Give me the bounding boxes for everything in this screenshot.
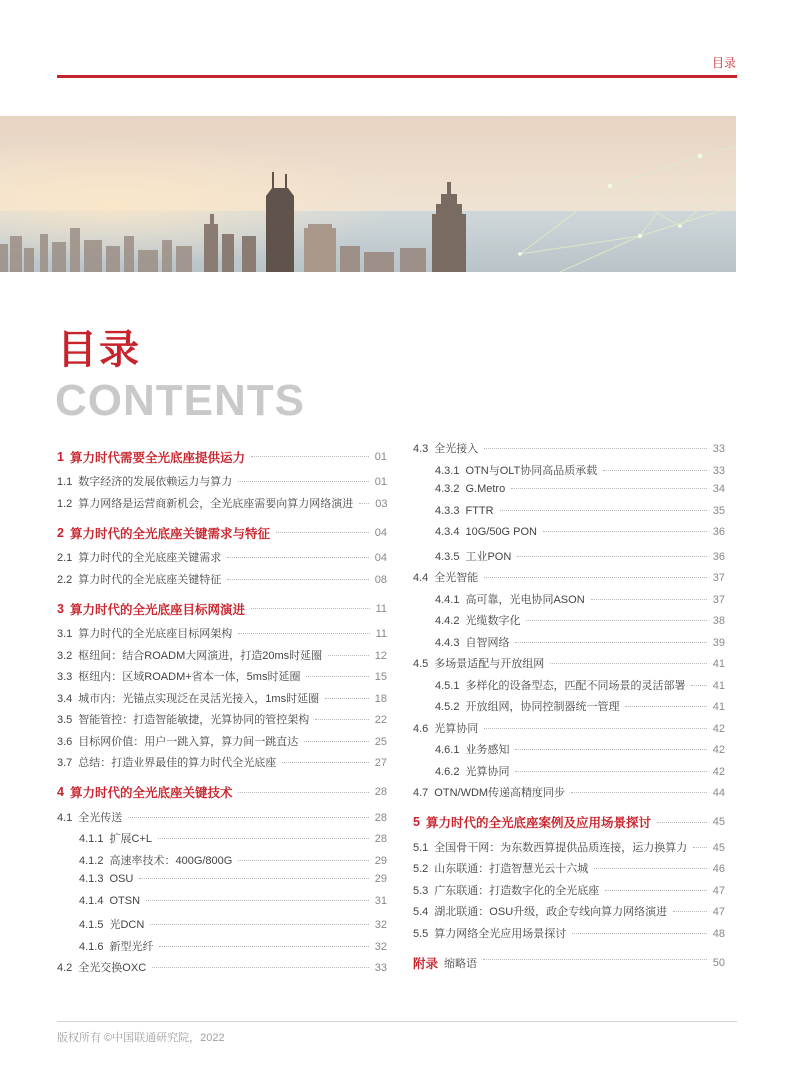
toc-entry[interactable] [413, 925, 725, 947]
toc-dot-leader [251, 456, 369, 457]
toc-entry-page: 33 [374, 962, 387, 974]
toc-dot-leader [605, 890, 706, 891]
toc-entry[interactable] [413, 569, 725, 591]
toc-entry[interactable] [57, 440, 387, 473]
toc-dot-leader [515, 771, 706, 772]
toc-entry-page: 39 [712, 636, 725, 649]
toc-dot-leader [139, 878, 368, 879]
toc-entry-number: 3.4 [57, 692, 73, 705]
toc-entry[interactable] [57, 625, 387, 647]
toc-dot-leader [227, 557, 368, 558]
toc-entry-title: 光DCN [109, 919, 145, 931]
toc-entry-title: 广东联通：打造数字化的全光底座 [434, 884, 600, 897]
toc-entry-page: 04 [374, 526, 387, 539]
toc-entry[interactable] [57, 754, 387, 776]
toc-entry-title: 算力时代的全光底座关键需求 [78, 552, 222, 564]
toc-entry[interactable] [413, 483, 725, 505]
toc-entry-page: 50 [712, 956, 725, 969]
toc-entry-number: 4.2 [57, 962, 73, 974]
toc-entry-title: 算力时代的全光底座目标网架构 [78, 628, 233, 640]
toc-entry-title: 全光接入 [434, 443, 479, 455]
toc-entry-page: 41 [712, 658, 725, 670]
toc-entry-number: 1.1 [57, 476, 73, 488]
toc-dot-leader [515, 642, 706, 643]
footer-divider [57, 1021, 737, 1022]
toc-entry-page: 42 [712, 765, 725, 778]
toc-entry-page: 45 [712, 816, 725, 828]
toc-dot-leader [315, 719, 368, 720]
toc-entry-number: 4.3.4 [435, 526, 460, 538]
toc-entry[interactable] [413, 806, 725, 839]
toc-dot-leader [550, 663, 706, 664]
toc-entry[interactable] [413, 655, 725, 677]
toc-entry-title: 高速率技术：400G/800G [109, 854, 233, 867]
toc-entry-title: 算力网络全光应用场景探讨 [434, 927, 567, 940]
toc-entry[interactable] [57, 873, 387, 895]
toc-dot-leader [159, 946, 368, 947]
toc-entry-page: 28 [374, 833, 387, 845]
toc-entry-number: 4.3.5 [435, 550, 460, 563]
toc-entry[interactable] [57, 852, 387, 874]
toc-entry[interactable] [57, 549, 387, 571]
toc-entry-number: 3.6 [57, 735, 73, 748]
toc-entry-title: 10G/50G PON [465, 526, 538, 538]
toc-entry[interactable] [413, 505, 725, 527]
toc-entry-title: 枢纽内：区域ROADM+省本一体，5ms时延圈 [78, 671, 301, 683]
toc-entry-page: 36 [712, 550, 725, 563]
toc-entry-page: 47 [712, 906, 725, 918]
toc-dot-leader [500, 510, 707, 511]
toc-entry-title: 光缆数字化 [465, 615, 521, 627]
toc-entry-number: 4.1.6 [79, 940, 104, 953]
toc-dot-leader [158, 838, 369, 839]
toc-entry-page: 32 [374, 919, 387, 931]
toc-entry-number: 5.3 [413, 884, 429, 897]
toc-entry-number: 4.1.4 [79, 894, 104, 907]
toc-dot-leader [146, 900, 369, 901]
toc-entry-page: 41 [712, 679, 725, 692]
toc-entry[interactable] [57, 830, 387, 852]
toc-entry-title: OTN与OLT协同高品质承载 [465, 464, 598, 477]
toc-entry-page: 33 [712, 464, 725, 477]
toc-entry-page: 11 [375, 628, 387, 640]
toc-dot-leader [591, 599, 707, 600]
toc-entry-title: 全光智能 [434, 572, 479, 584]
banner-image [0, 116, 736, 272]
toc-entry-title: 全光传送 [78, 811, 123, 824]
toc-dot-leader [227, 579, 368, 580]
toc-dot-leader [515, 749, 706, 750]
toc-left-column [57, 440, 387, 981]
toc-entry[interactable] [57, 776, 387, 809]
toc-entry-number: 4.1 [57, 811, 73, 824]
toc-entry[interactable] [413, 903, 725, 925]
toc-dot-leader [359, 503, 369, 504]
toc-entry[interactable] [413, 882, 725, 904]
toc-entry-page: 37 [712, 572, 725, 584]
toc-entry-title: 算力网络是运营商新机会，全光底座需要向算力网络演进 [78, 497, 354, 510]
toc-entry-number: 2.2 [57, 573, 73, 586]
toc-entry-number: 5.1 [413, 841, 429, 854]
toc-dot-leader [325, 698, 369, 699]
toc-entry[interactable] [57, 473, 387, 495]
toc-entry[interactable] [57, 733, 387, 755]
toc-entry-page: 45 [712, 841, 725, 854]
toc-entry-page: 34 [712, 483, 725, 495]
toc-dot-leader [238, 792, 368, 793]
toc-dot-leader [304, 741, 368, 742]
toc-entry-title: FTTR [465, 504, 494, 517]
toc-entry-title: 目标网价值：用户一跳入算，算力间一跳直达 [78, 735, 299, 748]
toc-dot-leader [483, 959, 707, 960]
toc-entry-title: 扩展C+L [109, 833, 152, 845]
toc-entry-page: 15 [374, 671, 387, 683]
toc-entry-title: 缩略语 [444, 957, 478, 970]
toc-entry[interactable] [413, 698, 725, 720]
toc-entry-number: 4.5 [413, 658, 429, 670]
toc-entry[interactable] [413, 839, 725, 861]
toc-entry-number: 4.3.1 [435, 464, 460, 477]
toc-dot-leader [484, 448, 706, 449]
toc-entry-page: 28 [374, 786, 387, 798]
toc-entry-page: 48 [712, 927, 725, 940]
toc-dot-leader [306, 676, 368, 677]
toc-entry-page: 01 [374, 476, 387, 488]
toc-entry[interactable] [413, 548, 725, 570]
toc-entry-title: 新型光纤 [109, 940, 154, 953]
toc-entry[interactable] [413, 741, 725, 763]
toc-entry-page: 46 [712, 863, 725, 875]
toc-dot-leader [328, 655, 369, 656]
toc-entry-page: 28 [374, 811, 387, 824]
toc-entry-page: 29 [374, 854, 387, 867]
toc-entry[interactable] [57, 571, 387, 593]
toc-dot-leader [673, 911, 707, 912]
toc-entry-page: 29 [374, 873, 387, 885]
toc-entry-title: 多场景适配与开放组网 [434, 658, 545, 670]
toc-dot-leader [484, 728, 706, 729]
toc-entry-number: 4.3 [413, 443, 429, 455]
toc-entry-number: 4.5.2 [435, 701, 460, 713]
toc-entry[interactable] [413, 720, 725, 742]
toc-entry-page: 42 [712, 744, 725, 756]
toc-entry-page: 32 [374, 940, 387, 953]
toc-entry-number: 4.1.1 [79, 833, 104, 845]
toc-entry[interactable] [413, 591, 725, 613]
toc-entry-number: 4.4.1 [435, 593, 460, 606]
toc-entry-title: 城市内：光锚点实现泛在灵活光接入，1ms时延圈 [78, 692, 320, 705]
toc-entry-number: 3.7 [57, 757, 73, 769]
toc-dot-leader [572, 933, 706, 934]
toc-entry[interactable] [57, 690, 387, 712]
toc-entry-title: OTN/WDM传递高精度同步 [434, 787, 566, 799]
toc-entry[interactable] [413, 784, 725, 806]
toc-entry-page: 47 [712, 884, 725, 897]
toc-entry-number: 附录 [413, 956, 439, 971]
toc-dot-leader [282, 762, 368, 763]
toc-entry-title: OTSN [109, 894, 141, 907]
toc-entry-number: 4.3.2 [435, 483, 460, 495]
toc-dot-leader [511, 488, 707, 489]
toc-entry-title: 算力时代的全光底座关键技术 [69, 786, 233, 800]
toc-entry-number: 4.4 [413, 572, 429, 584]
toc-entry-page: 44 [712, 787, 725, 799]
toc-entry-page: 37 [712, 593, 725, 606]
toc-dot-leader [657, 822, 707, 823]
toc-entry-title: 算力时代的全光底座案例及应用场景探讨 [425, 816, 651, 830]
toc-entry-number: 4.1.2 [79, 854, 104, 867]
toc-entry[interactable] [57, 895, 387, 917]
toc-entry-title: 光算协同 [465, 765, 510, 778]
toc-entry-number: 4.4.2 [435, 615, 460, 627]
header-divider [57, 75, 737, 78]
toc-entry-number: 5.5 [413, 927, 429, 940]
toc-entry-page: 42 [712, 722, 725, 735]
toc-dot-leader [484, 577, 706, 578]
toc-entry-page: 38 [712, 615, 725, 627]
toc-dot-leader [150, 924, 368, 925]
toc-entry[interactable] [413, 946, 725, 979]
toc-dot-leader [571, 792, 707, 793]
toc-entry-page: 41 [712, 701, 725, 713]
toc-entry-number: 4.6.1 [435, 744, 460, 756]
toc-entry[interactable] [413, 462, 725, 484]
toc-entry-number: 4.3.3 [435, 504, 460, 517]
toc-entry-page: 27 [374, 757, 387, 769]
toc-entry[interactable] [57, 711, 387, 733]
toc-entry-title: G.Metro [465, 483, 506, 495]
toc-entry-title: 算力时代的全光底座关键需求与特征 [69, 526, 270, 541]
toc-right-column [413, 440, 725, 979]
toc-entry-number: 3 [57, 601, 64, 616]
toc-dot-leader [693, 847, 706, 848]
toc-entry-title: 总结：打造业界最佳的算力时代全光底座 [78, 757, 277, 769]
toc-entry-page: 11 [375, 602, 387, 615]
toc-entry-page: 03 [375, 497, 388, 510]
toc-dot-leader [526, 620, 706, 621]
toc-entry-number: 4.4.3 [435, 636, 460, 649]
toc-entry-title: 算力时代的全光底座关键特征 [78, 573, 222, 586]
toc-entry[interactable] [57, 592, 387, 625]
toc-dot-leader [238, 633, 369, 634]
toc-entry-number: 2.1 [57, 552, 73, 564]
toc-entry-number: 3.1 [57, 628, 73, 640]
toc-entry[interactable] [57, 516, 387, 549]
toc-entry-title: 数字经济的发展依赖运力与算力 [78, 476, 233, 488]
toc-entry-title: 高可靠，光电协同ASON [465, 593, 585, 606]
toc-entry-title: 光算协同 [434, 722, 479, 735]
toc-entry[interactable] [413, 440, 725, 462]
toc-entry[interactable] [413, 860, 725, 882]
toc-entry-page: 22 [374, 714, 387, 726]
toc-entry[interactable] [57, 668, 387, 690]
page-title-cn: 目录 [57, 328, 141, 372]
toc-entry-title: 业务感知 [465, 744, 510, 756]
toc-entry-title: 自智网络 [465, 636, 510, 649]
toc-entry-page: 18 [374, 692, 387, 705]
toc-entry-number: 3.5 [57, 714, 73, 726]
toc-dot-leader [625, 706, 706, 707]
toc-entry-title: 全光交换OXC [78, 962, 147, 974]
toc-entry-number: 5.2 [413, 863, 429, 875]
toc-entry-number: 4.7 [413, 787, 429, 799]
toc-entry-page: 25 [374, 735, 387, 748]
toc-entry-title: 全国骨干网：为东数西算提供品质连接，运力换算力 [434, 841, 688, 854]
toc-entry-page: 12 [374, 649, 387, 662]
toc-dot-leader [603, 470, 706, 471]
toc-entry[interactable] [57, 959, 387, 981]
toc-dot-leader [543, 531, 707, 532]
toc-entry-page: 33 [712, 443, 725, 455]
toc-entry-number: 5 [413, 815, 420, 829]
toc-dot-leader [691, 685, 706, 686]
toc-entry-title: 算力时代的全光底座目标网演进 [69, 602, 245, 617]
toc-entry-title: 湖北联通：OSU升级，政企专线向算力网络演进 [434, 906, 668, 918]
toc-dot-leader [517, 556, 706, 557]
toc-entry[interactable] [57, 495, 387, 517]
toc-entry[interactable] [57, 916, 387, 938]
toc-dot-leader [276, 532, 369, 533]
toc-entry-title: 山东联通：打造智慧光云十六城 [434, 863, 589, 875]
toc-entry-number: 5.4 [413, 906, 429, 918]
toc-entry-number: 4 [57, 785, 64, 799]
toc-entry[interactable] [413, 763, 725, 785]
toc-entry-number: 4.1.5 [79, 919, 104, 931]
page-title-en: CONTENTS [55, 376, 305, 425]
toc-entry-title: 算力时代需要全光底座提供运力 [69, 450, 245, 465]
toc-dot-leader [128, 817, 368, 818]
toc-entry-number: 1 [57, 449, 64, 464]
toc-entry-title: 多样化的设备型态，匹配不同场景的灵活部署 [465, 679, 686, 692]
toc-dot-leader [152, 967, 369, 968]
toc-entry[interactable] [413, 677, 725, 699]
toc-entry-number: 3.3 [57, 671, 73, 683]
toc-dot-leader [238, 481, 368, 482]
toc-entry-number: 4.6.2 [435, 765, 460, 778]
toc-entry-page: 35 [712, 504, 725, 517]
toc-entry[interactable] [57, 809, 387, 831]
toc-entry-page: 04 [374, 552, 387, 564]
toc-entry-number: 4.1.3 [79, 873, 104, 885]
toc-entry[interactable] [57, 938, 387, 960]
toc-entry[interactable] [57, 647, 387, 669]
toc-entry-number: 1.2 [57, 497, 73, 510]
toc-entry[interactable] [413, 612, 725, 634]
toc-entry-title: 智能管控：打造智能敏捷，光算协同的管控架构 [78, 714, 310, 726]
toc-dot-leader [251, 608, 370, 609]
toc-entry-page: 31 [374, 894, 387, 907]
toc-entry-title: 工业PON [465, 550, 512, 563]
toc-entry-title: 枢纽间：结合ROADM大网演进，打造20ms时延圈 [78, 649, 323, 662]
header-section-label: 目录 [711, 56, 736, 70]
toc-entry-number: 2 [57, 525, 64, 540]
toc-entry[interactable] [413, 634, 725, 656]
toc-entry-title: 开放组网，协同控制器统一管理 [465, 701, 620, 713]
toc-dot-leader [238, 860, 368, 861]
toc-entry[interactable] [413, 526, 725, 548]
toc-entry-page: 08 [374, 573, 387, 586]
toc-entry-page: 01 [374, 450, 387, 463]
toc-entry-title: OSU [109, 873, 134, 885]
toc-dot-leader [594, 868, 706, 869]
toc-entry-number: 4.6 [413, 722, 429, 735]
footer-copyright: 版权所有 ©中国联通研究院，2022 [57, 1032, 225, 1044]
toc-entry-number: 4.5.1 [435, 679, 460, 692]
toc-entry-number: 3.2 [57, 649, 73, 662]
toc-entry-page: 36 [712, 526, 725, 538]
